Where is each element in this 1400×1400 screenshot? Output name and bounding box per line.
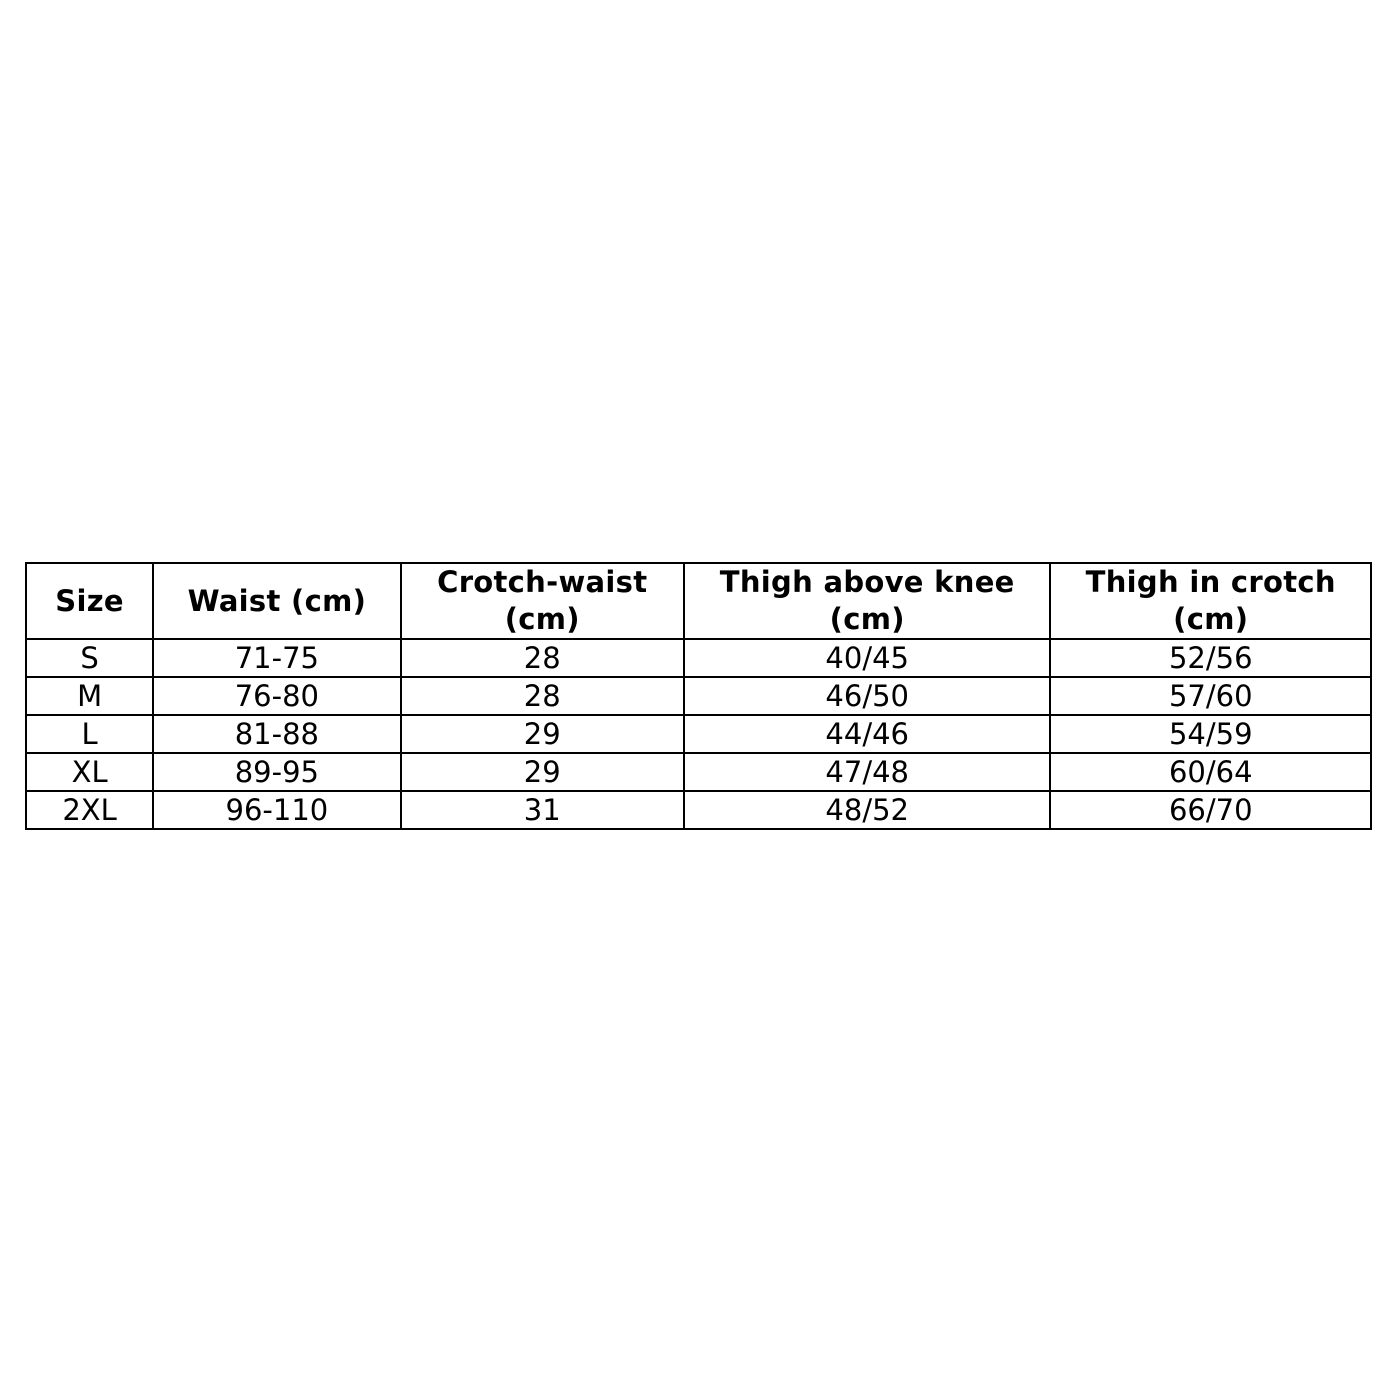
cell-crotch-waist: 29 — [401, 753, 684, 791]
table-row — [26, 677, 1371, 715]
cell-thigh-in-crotch: 57/60 — [1050, 677, 1371, 715]
table-row — [26, 715, 1371, 753]
cell-waist: 89-95 — [153, 753, 400, 791]
cell-thigh-in-crotch: 60/64 — [1050, 753, 1371, 791]
header-crotch-waist: Crotch-waist (cm) — [401, 563, 684, 639]
cell-thigh-above-knee: 40/45 — [684, 639, 1051, 677]
cell-thigh-in-crotch: 52/56 — [1050, 639, 1371, 677]
cell-crotch-waist: 28 — [401, 677, 684, 715]
cell-size: M — [26, 677, 153, 715]
cell-size: S — [26, 639, 153, 677]
cell-waist: 71-75 — [153, 639, 400, 677]
cell-thigh-above-knee: 47/48 — [684, 753, 1051, 791]
header-size: Size — [26, 563, 153, 639]
header-row — [26, 563, 1371, 639]
cell-thigh-in-crotch: 54/59 — [1050, 715, 1371, 753]
header-thigh-in-crotch: Thigh in crotch (cm) — [1050, 563, 1371, 639]
cell-crotch-waist: 29 — [401, 715, 684, 753]
cell-size: 2XL — [26, 791, 153, 829]
cell-size: XL — [26, 753, 153, 791]
cell-waist: 81-88 — [153, 715, 400, 753]
cell-thigh-above-knee: 46/50 — [684, 677, 1051, 715]
header-thigh-above-knee: Thigh above knee (cm) — [684, 563, 1051, 639]
table-row — [26, 639, 1371, 677]
cell-size: L — [26, 715, 153, 753]
table-row — [26, 753, 1371, 791]
cell-crotch-waist: 28 — [401, 639, 684, 677]
cell-waist: 76-80 — [153, 677, 400, 715]
cell-crotch-waist: 31 — [401, 791, 684, 829]
header-waist: Waist (cm) — [153, 563, 400, 639]
cell-thigh-in-crotch: 66/70 — [1050, 791, 1371, 829]
size-chart-table — [25, 562, 1372, 830]
cell-thigh-above-knee: 48/52 — [684, 791, 1051, 829]
cell-thigh-above-knee: 44/46 — [684, 715, 1051, 753]
cell-waist: 96-110 — [153, 791, 400, 829]
table-row — [26, 791, 1371, 829]
